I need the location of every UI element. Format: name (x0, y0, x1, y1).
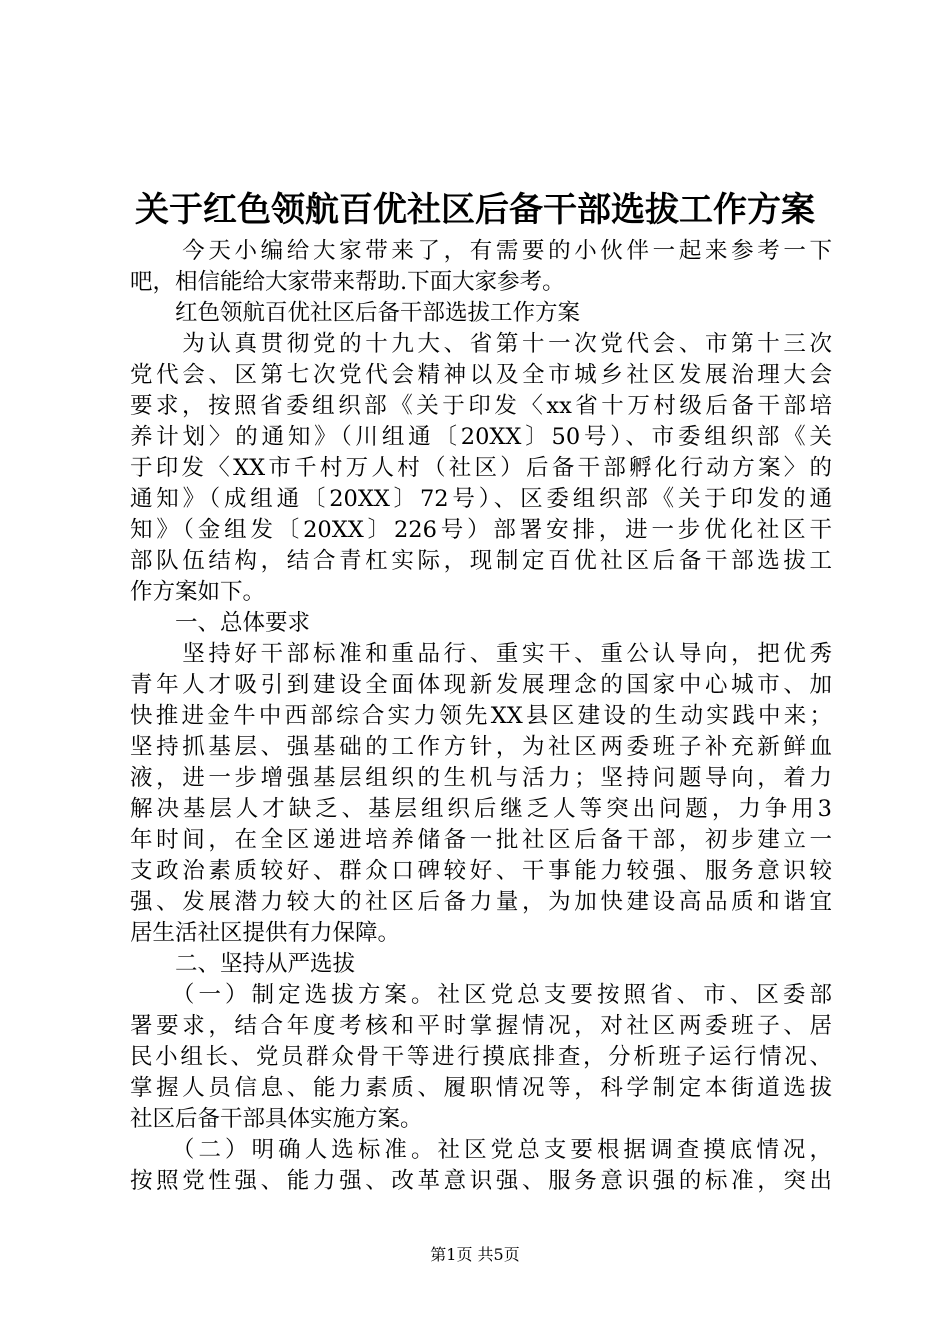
text-line: 坚持好干部标准和重品行、重实干、重公认导向，把优秀 (130, 641, 832, 667)
text-line: 红色领航百优社区后备干部选拔工作方案 (130, 300, 581, 326)
text-line: 快推进金牛中西部综合实力领先XX县区建设的生动实践中来； (130, 703, 832, 729)
text-line: 于印发〈XX市千村万人村（社区）后备干部孵化行动方案〉的 (130, 455, 832, 481)
text-line: 按照党性强、能力强、改革意识强、服务意识强的标准，突出 (130, 1168, 832, 1194)
page-footer: 第1页 共5页 (430, 1245, 520, 1264)
text-line: 液，进一步增强基层组织的生机与活力；坚持问题导向，着力 (130, 765, 832, 791)
text-line: 社区后备干部具体实施方案。 (130, 1106, 423, 1132)
text-line: 支政治素质较好、群众口碑较好、干事能力较强、服务意识较 (130, 858, 832, 884)
text-line: 署要求，结合年度考核和平时掌握情况，对社区两委班子、居 (130, 1013, 832, 1039)
text-line: 为认真贯彻党的十九大、省第十一次党代会、市第十三次 (130, 331, 832, 357)
text-line: 党代会、区第七次党代会精神以及全市城乡社区发展治理大会 (130, 362, 832, 388)
text-line: 吧，相信能给大家带来帮助.下面大家参考。 (130, 269, 565, 295)
text-line: 居生活社区提供有力保障。 (130, 920, 401, 946)
text-line: 今天小编给大家带来了，有需要的小伙伴一起来参考一下 (130, 238, 832, 264)
text-line: 年时间，在全区递进培养储备一批社区后备干部，初步建立一 (130, 827, 832, 853)
text-line: 养计划〉的通知》（川组通〔20XX〕50号）、市委组织部《关 (130, 424, 832, 450)
text-line: 一、总体要求 (130, 610, 311, 636)
text-line: 作方案如下。 (130, 579, 266, 605)
text-line: （二）明确人选标准。社区党总支要根据调查摸底情况， (130, 1137, 832, 1163)
text-line: 要求，按照省委组织部《关于印发〈xx省十万村级后备干部培 (130, 393, 832, 419)
text-line: 掌握人员信息、能力素质、履职情况等，科学制定本街道选拔 (130, 1075, 832, 1101)
text-line: 青年人才吸引到建设全面体现新发展理念的国家中心城市、加 (130, 672, 832, 698)
text-line: 部队伍结构，结合青杠实际，现制定百优社区后备干部选拔工 (130, 548, 832, 574)
text-line: 坚持抓基层、强基础的工作方针，为社区两委班子补充新鲜血 (130, 734, 832, 760)
text-line: 二、坚持从严选拔 (130, 951, 356, 977)
text-line: 强、发展潜力较大的社区后备力量，为加快建设高品质和谐宜 (130, 889, 832, 915)
text-line: 民小组长、党员群众骨干等进行摸底排查，分析班子运行情况、 (130, 1044, 832, 1070)
document-body (130, 236, 832, 1197)
text-line: 知》（金组发〔20XX〕226号）部署安排，进一步优化社区干 (130, 517, 832, 543)
text-line: 解决基层人才缺乏、基层组织后继乏人等突出问题，力争用3 (130, 796, 832, 822)
document-title: 关于红色领航百优社区后备干部选拔工作方案 (135, 190, 815, 230)
text-line: 通知》（成组通〔20XX〕72号）、区委组织部《关于印发的通 (130, 486, 832, 512)
text-line: （一）制定选拔方案。社区党总支要按照省、市、区委部 (130, 982, 832, 1008)
